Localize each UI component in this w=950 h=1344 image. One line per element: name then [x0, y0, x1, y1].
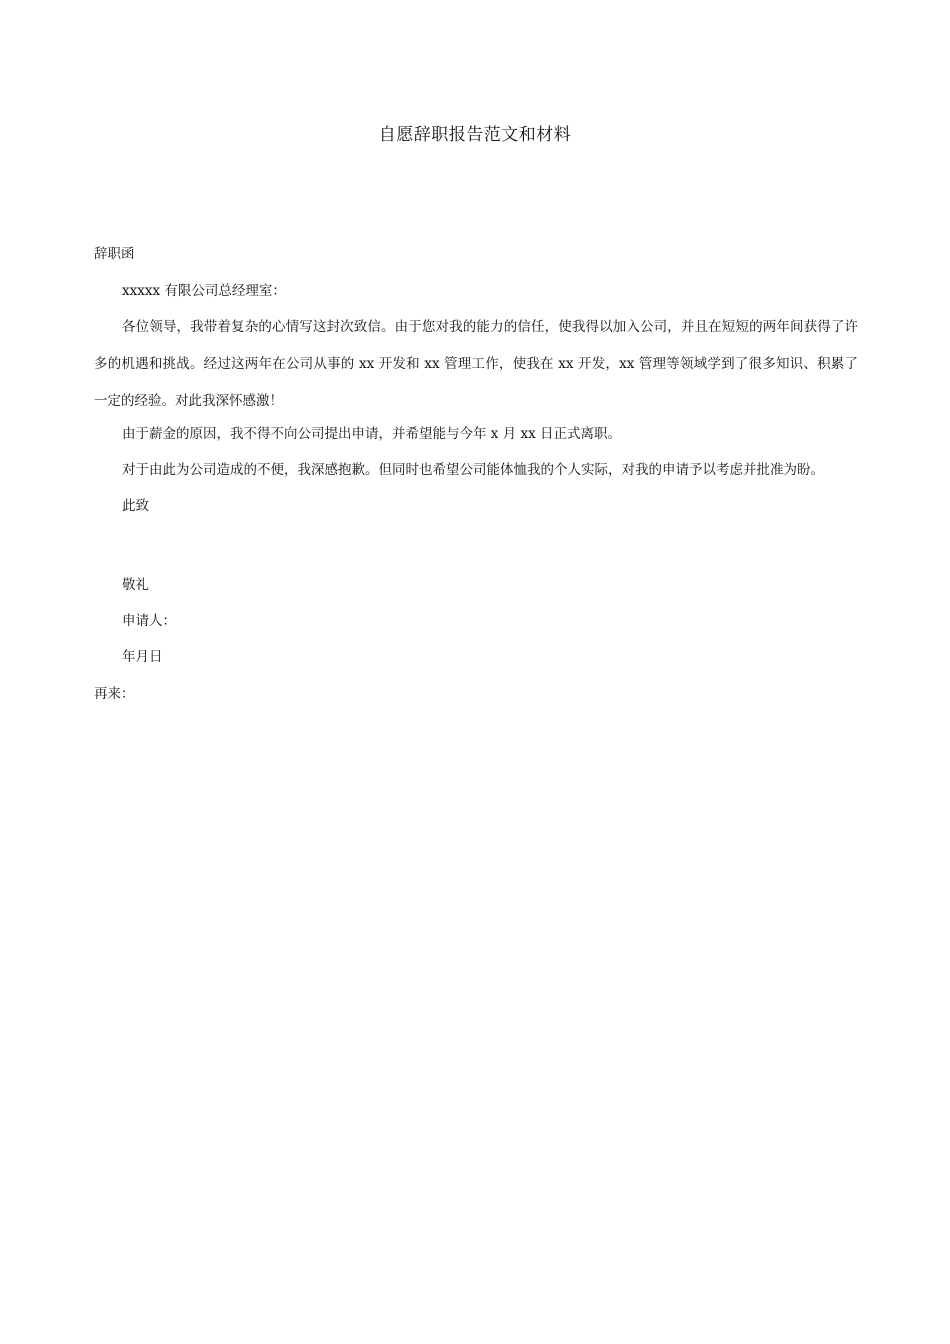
salutation: xxxxx 有限公司总经理室：: [122, 283, 286, 299]
paragraph-apology: 对于由此为公司造成的不便，我深感抱歉。但同时也希望公司能体恤我的个人实际，对我的申请予以考虑并批准为盼。: [122, 462, 824, 478]
document-title: 自愿辞职报告范文和材料: [378, 125, 572, 145]
footer-label: 再来：: [94, 686, 135, 702]
document-body: [94, 242, 858, 706]
paragraph-reason: 由于薪金的原因，我不得不向公司提出申请，并希望能与今年 x 月 xx 日正式离职。: [122, 426, 622, 442]
applicant-label: 申请人：: [122, 613, 176, 629]
paragraph-gratitude: 各位领导，我带着复杂的心情写这封次致信。由于您对我的能力的信任，使我得以加入公司，并且在短短的两年间获得了许多的机遇和挑战。经过这两年在公司从事的 xx 开发和 xx 管理工作，使我在 xx 开发，xx 管理等领域学到了很多知识、积累了一定的经验。对此我深怀感激！: [94, 319, 858, 409]
letter-heading: 辞职函: [94, 246, 135, 262]
date-label: 年月日: [122, 649, 163, 665]
closing-jingli: 敬礼: [122, 577, 149, 593]
closing-cizhi: 此致: [122, 498, 149, 514]
